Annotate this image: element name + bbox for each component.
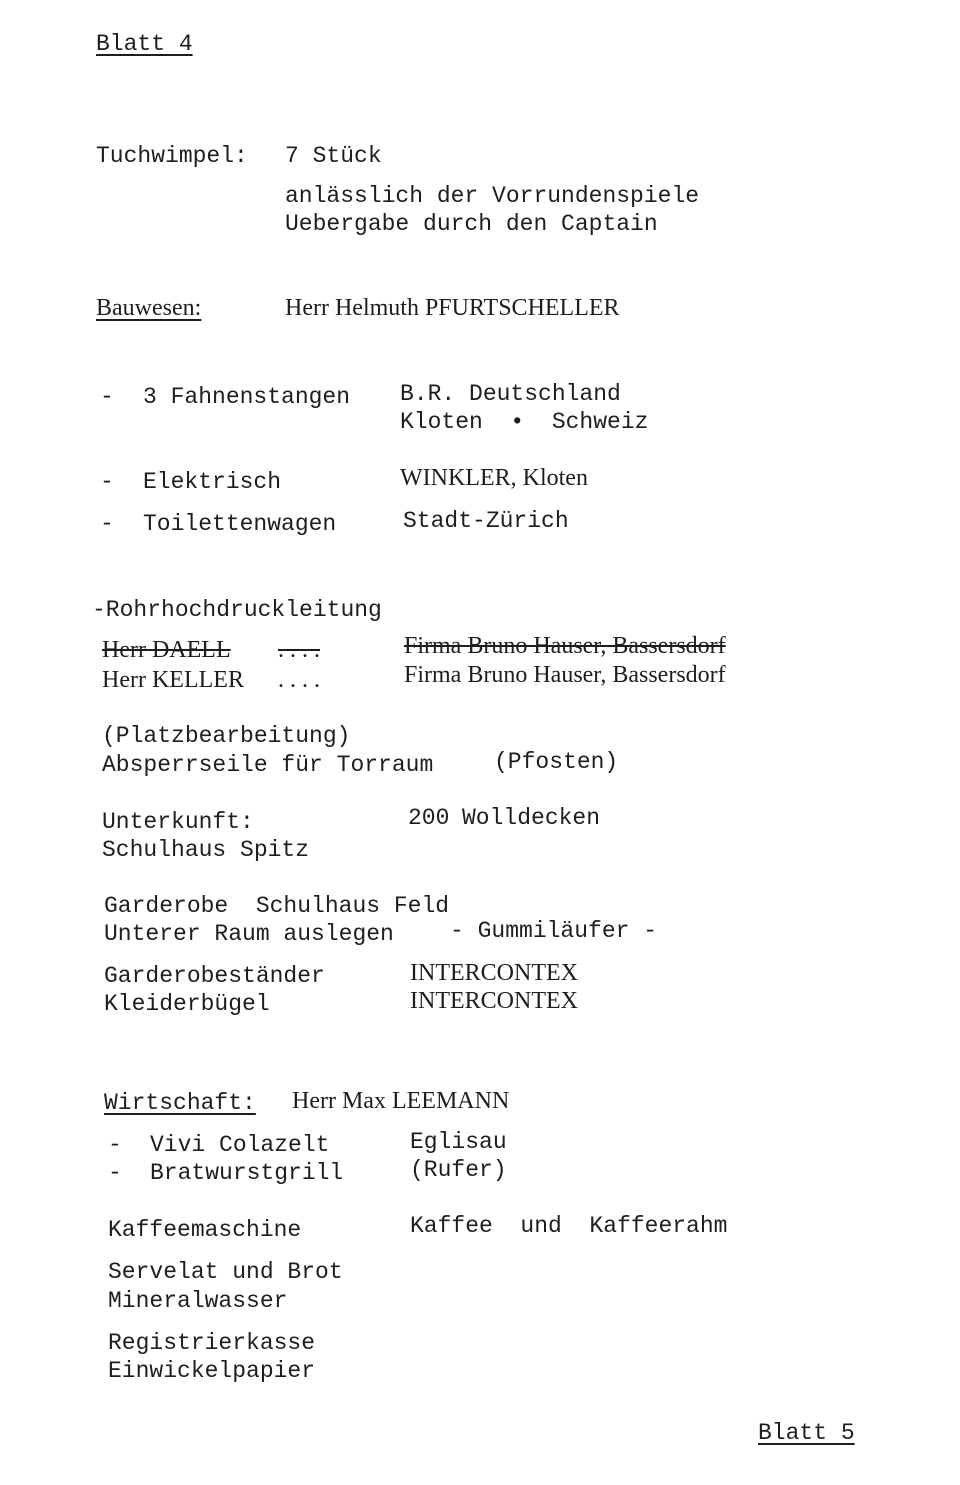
tuchwimpel-label: Tuchwimpel: — [96, 143, 248, 169]
platz-line2: Absperrseile für Torraum — [102, 752, 434, 778]
bauwesen-item-value: Kloten • Schweiz — [400, 409, 649, 435]
wirtschaft-kaffee-value: Kaffee und Kaffeerahm — [410, 1213, 728, 1239]
platz-post: (Pfosten) — [494, 749, 619, 775]
wirtschaft-item-name: Vivi Colazelt — [150, 1132, 330, 1158]
unterkunft-label: Unterkunft: — [102, 809, 254, 835]
bauwesen-item-name: Toilettenwagen — [143, 511, 337, 537]
rohr-title: -Rohrhochdruckleitung — [92, 597, 382, 623]
bauwesen-item-value: Stadt-Zürich — [403, 508, 569, 534]
rohr-struck-company: Firma Bruno Hauser, Bassersdorf — [404, 633, 726, 659]
rohr-struck-person: Herr DAELL — [102, 637, 231, 663]
garderobe-item-name: Kleiderbügel — [104, 991, 270, 1017]
garderobe-line1: Garderobe Schulhaus Feld — [104, 893, 450, 919]
wirtschaft-item-value: Eglisau — [410, 1129, 507, 1155]
wirtschaft-item-dash: - — [108, 1160, 122, 1186]
wirtschaft-person: Herr Max LEEMANN — [292, 1088, 510, 1114]
wirtschaft-list-item: Mineralwasser — [108, 1288, 288, 1314]
garderobe-item-name: Garderobeständer — [104, 963, 325, 989]
bauwesen-item-name: Elektrisch — [143, 469, 282, 495]
wirtschaft-item-dash: - — [108, 1132, 122, 1158]
bauwesen-item-dash: - — [100, 384, 114, 410]
unterkunft-place: Schulhaus Spitz — [102, 837, 310, 863]
rohr-person: Herr KELLER — [102, 667, 244, 693]
page-label-top: Blatt 4 — [96, 31, 193, 57]
wirtschaft-list-item: Einwickelpapier — [108, 1358, 316, 1384]
garderobe-item-value: INTERCONTEX — [410, 960, 578, 986]
bauwesen-item-value: WINKLER, Kloten — [400, 465, 588, 491]
rohr-dots: . . . . — [278, 667, 320, 693]
wirtschaft-list-item: Registrierkasse — [108, 1330, 316, 1356]
wirtschaft-item-value: (Rufer) — [410, 1157, 507, 1183]
bauwesen-item-dash: - — [100, 469, 114, 495]
bauwesen-label: Bauwesen: — [96, 295, 202, 321]
wirtschaft-list-item: Servelat und Brot — [108, 1259, 343, 1285]
bauwesen-item-dash: - — [100, 511, 114, 537]
garderobe-line2: Unterer Raum auslegen — [104, 921, 394, 947]
unterkunft-item: Wolldecken — [462, 805, 601, 831]
rohr-struck-dots: . . . . — [278, 637, 320, 663]
wirtschaft-kaffee-name: Kaffeemaschine — [108, 1217, 302, 1243]
garderobe-item-value: INTERCONTEX — [410, 988, 578, 1014]
page-label-bottom: Blatt 5 — [758, 1420, 855, 1446]
platz-line1: (Platzbearbeitung) — [102, 723, 351, 749]
bauwesen-item-name: 3 Fahnenstangen — [143, 384, 351, 410]
tuchwimpel-note-line1: anlässlich der Vorrundenspiele — [285, 183, 700, 209]
rohr-company: Firma Bruno Hauser, Bassersdorf — [404, 662, 726, 688]
wirtschaft-item-name: Bratwurstgrill — [150, 1160, 344, 1186]
bauwesen-item-value: B.R. Deutschland — [400, 381, 621, 407]
garderobe-note: - Gummiläufer - — [450, 918, 658, 944]
tuchwimpel-note-line2: Uebergabe durch den Captain — [285, 211, 658, 237]
bauwesen-person: Herr Helmuth PFURTSCHELLER — [285, 295, 620, 321]
unterkunft-qty: 200 — [408, 805, 450, 831]
tuchwimpel-count: 7 Stück — [285, 143, 382, 169]
wirtschaft-label: Wirtschaft: — [104, 1090, 256, 1116]
